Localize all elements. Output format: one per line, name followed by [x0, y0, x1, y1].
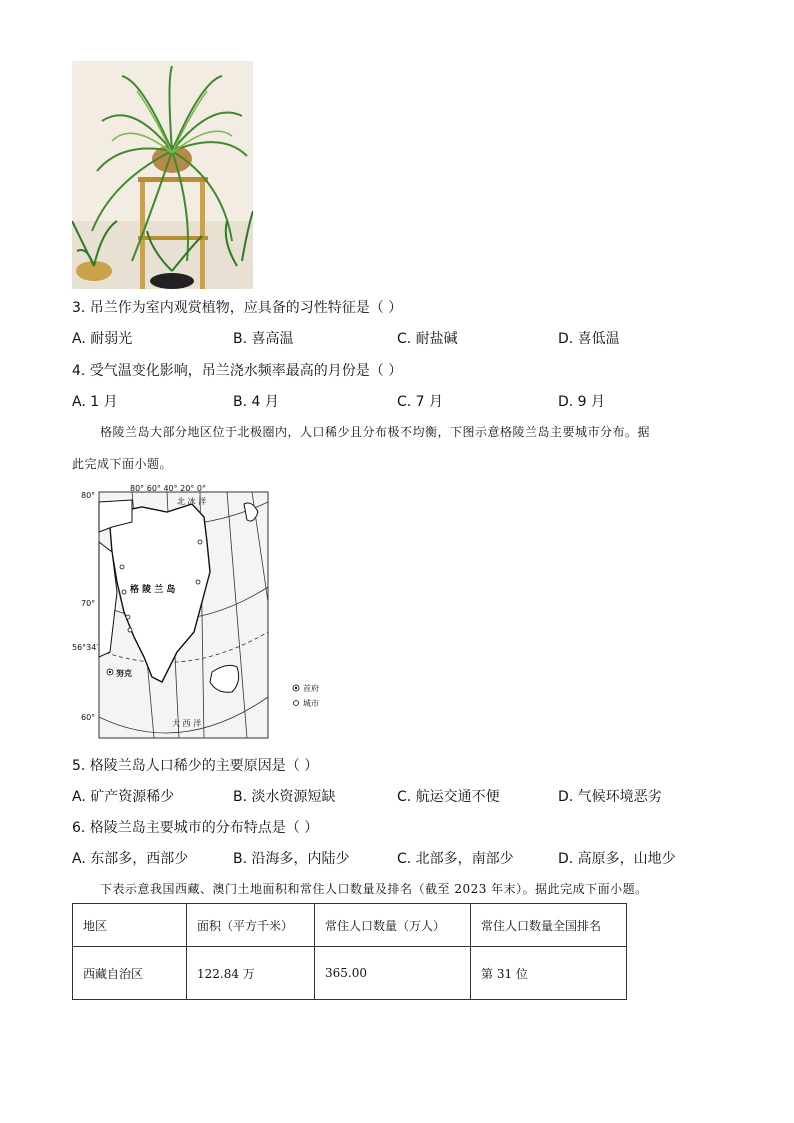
q3-option-c: C. 耐盐碱 [397, 331, 458, 347]
table-cell: 365.00 [315, 947, 471, 1000]
q5-option-d: D. 气候环境恶劣 [558, 789, 662, 805]
question-4-stem: 4. 受气温变化影响，吊兰浇水频率最高的月份是（ ） [72, 363, 403, 379]
greenland-map [72, 482, 332, 742]
table-header-cell: 地区 [73, 904, 187, 947]
spider-plant-photo [72, 61, 253, 289]
q3-option-d: D. 喜低温 [558, 331, 620, 347]
q6-option-c: C. 北部多，南部少 [397, 851, 514, 867]
table-header-cell: 常住人口数量全国排名 [471, 904, 627, 947]
question-6-stem: 6. 格陵兰岛主要城市的分布特点是（ ） [72, 820, 319, 836]
q4-option-b: B. 4 月 [233, 394, 279, 410]
table-header-cell: 常住人口数量（万人） [315, 904, 471, 947]
q6-option-a: A. 东部多，西部少 [72, 851, 189, 867]
q3-option-a: A. 耐弱光 [72, 331, 133, 347]
q6-option-d: D. 高原多，山地少 [558, 851, 676, 867]
table-cell: 122.84 万 [187, 947, 315, 1000]
q5-option-c: C. 航运交通不便 [397, 789, 500, 805]
question-5-stem: 5. 格陵兰岛人口稀少的主要原因是（ ） [72, 758, 319, 774]
table-header-row [73, 904, 627, 947]
passage-1-line-2: 此完成下面小题。 [72, 457, 173, 471]
table-cell: 第 31 位 [471, 947, 627, 1000]
map-atlantic-ocean-label: 大 西 洋 [172, 719, 202, 728]
q4-option-c: C. 7 月 [397, 394, 444, 410]
q5-option-a: A. 矿产资源稀少 [72, 789, 175, 805]
data-table [72, 903, 627, 1000]
table-cell: 西藏自治区 [73, 947, 187, 1000]
map-lat-5634: 56°34′ [72, 643, 99, 652]
q4-option-d: D. 9 月 [558, 394, 606, 410]
q6-option-b: B. 沿海多，内陆少 [233, 851, 350, 867]
passage-1-line-1: 格陵兰岛大部分地区位于北极圈内，人口稀少且分布极不均衡，下图示意格陵兰岛主要城市分布。据 [100, 425, 651, 439]
q4-option-a: A. 1 月 [72, 394, 118, 410]
map-lat-80: 80° [81, 491, 96, 500]
legend-city: 城市 [303, 699, 319, 708]
passage-2-line-1: 下表示意我国西藏、澳门土地面积和常住人口数量及排名（截至 2023 年末）。据此完成下面小题。 [100, 882, 648, 896]
table-header-cell: 面积（平方千米） [187, 904, 315, 947]
q3-option-b: B. 喜高温 [233, 331, 294, 347]
table-row [73, 947, 627, 1000]
question-3-stem: 3. 吊兰作为室内观赏植物，应具备的习性特征是（ ） [72, 300, 403, 316]
map-arctic-ocean-label: 北 冰 洋 [177, 497, 207, 506]
map-island-label: 格 陵 兰 岛 [130, 585, 176, 595]
legend-capital: 首府 [303, 684, 319, 693]
map-lat-70: 70° [81, 599, 96, 608]
q5-option-b: B. 淡水资源短缺 [233, 789, 336, 805]
map-city-label: 努克 [116, 669, 132, 678]
map-lat-60: 60° [81, 713, 96, 722]
map-longitude-labels: 80° 60° 40° 20° 0° [130, 484, 206, 493]
